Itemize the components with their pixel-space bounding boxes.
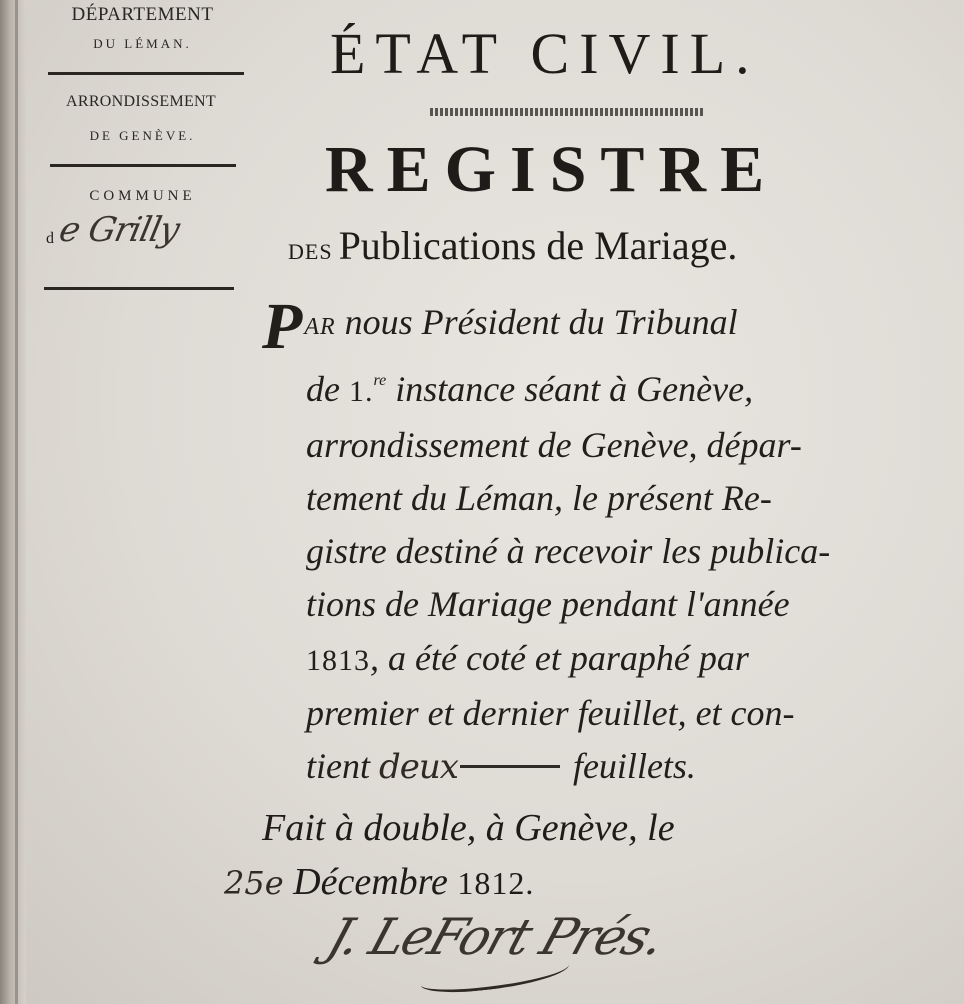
subtitle-des: DES (288, 239, 333, 264)
handwritten-day: 25e (224, 864, 284, 902)
body-year: 1813 (306, 643, 370, 677)
body-paragraph (262, 290, 892, 795)
body-line-1 (262, 290, 892, 363)
body-line-5: gistre destiné à recevoir les publica- (306, 531, 831, 572)
page-binding (0, 0, 26, 1004)
margin-arrondissement: ARRONDISSEMENT (66, 93, 216, 110)
handwritten-dash (460, 765, 560, 768)
body-line-7-text: , a été coté et paraphé par (370, 637, 749, 678)
closing-year: 1812. (457, 865, 535, 901)
small-caps-ar: AR (304, 314, 336, 340)
commune-handwritten: e Grilly (55, 210, 183, 250)
body-line-4: tement du Léman, le présent Re- (306, 477, 772, 518)
body-line-8: premier et dernier feuillet, et con- (306, 693, 795, 734)
body-line-9-a: tient (306, 746, 379, 787)
body-line-9 (262, 740, 892, 794)
body-line-2 (262, 354, 892, 418)
body-line-6: tions de Mariage pendant l'année (306, 584, 790, 625)
margin-rule-1 (48, 72, 244, 75)
body-line-2-num: 1. (348, 375, 374, 409)
drop-cap: P (262, 290, 303, 363)
subtitle-publications (288, 222, 737, 269)
margin-commune: COMMUNE (89, 188, 196, 204)
margin-du-leman: DU LÉMAN. (93, 36, 192, 51)
handwritten-count: deux (378, 747, 458, 788)
binding-line (15, 0, 18, 1004)
margin-rule-3 (44, 287, 234, 290)
closing-date (224, 860, 534, 904)
body-line-1-text: nous Président du Tribunal (335, 302, 738, 342)
margin-rule-2 (50, 164, 236, 167)
title-registre: REGISTRE (325, 133, 779, 206)
subtitle-publications-text: Publications de Mariage. (338, 223, 738, 268)
body-line-2-b: instance séant à Genève, (386, 369, 754, 410)
margin-d-prefix: d (46, 230, 54, 247)
signature: J. LeFort Prés. (320, 908, 671, 966)
body-line-3: arrondissement de Genève, dépar- (306, 424, 802, 465)
title-etat-civil: ÉTAT CIVIL. (330, 21, 760, 86)
body-line-2-sup: re (373, 372, 387, 390)
margin-de-geneve: DE GENÈVE. (89, 128, 196, 143)
closing-fait: Fait à double, à Genève, le (262, 807, 675, 849)
closing-month: Décembre (283, 861, 458, 903)
body-line-9-b: feuillets. (563, 746, 696, 787)
decorative-rule (430, 108, 705, 116)
margin-departement: DÉPARTEMENT (71, 4, 214, 25)
body-line-7 (262, 632, 892, 687)
body-line-2-a: de (306, 369, 349, 410)
